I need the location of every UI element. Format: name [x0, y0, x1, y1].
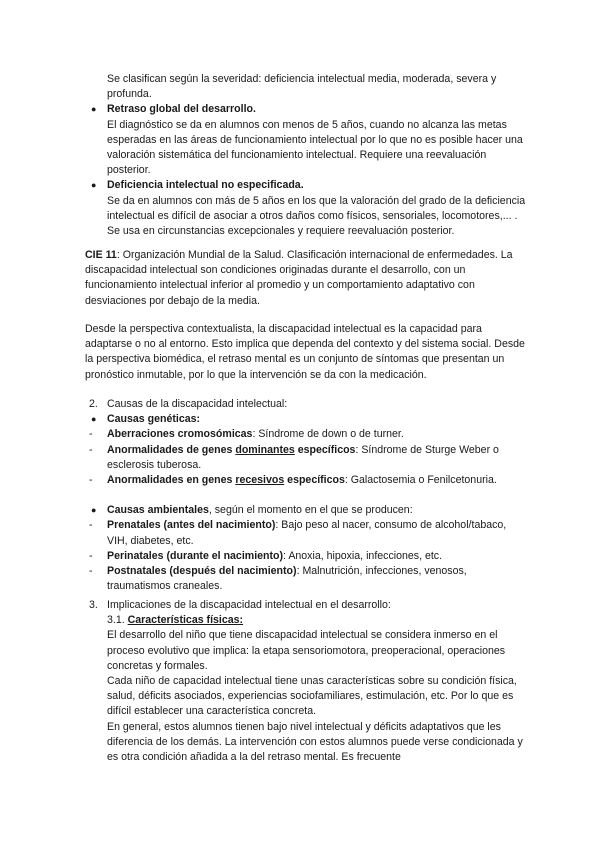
top-section — [89, 72, 529, 239]
bullet-icon: ● — [91, 414, 97, 425]
bullet-title: Retraso global del desarrollo. — [107, 103, 256, 116]
env-item: - Prenatales (antes del nacimiento): Bajo peso al nacer, consumo de alcohol/tabaco, VIH, diabetes, etc. — [89, 519, 507, 547]
cie11-paragraph — [85, 248, 529, 309]
dash-icon: - — [89, 519, 93, 532]
bullet-retraso-global — [89, 102, 529, 178]
dash-icon: - — [89, 443, 93, 456]
bullet-no-especificada — [89, 178, 529, 239]
genetic-item: - Anormalidades de genes dominantes específicos: Síndrome de Sturge Weber o esclerosis tuberosa. — [89, 443, 499, 471]
cie11-label: CIE 11 — [85, 249, 117, 261]
section-2-heading: Causas de la discapacidad intelectual: — [107, 398, 288, 410]
bullet-text: El diagnóstico se da en alumnos con menos de 5 años, cuando no alcanza las metas esperadas en las áreas de funcionamiento intelectual por lo que no es posible hacer una valoración sistemática del funcionamiento intelectual. Requiere una reevaluación posterior. — [107, 118, 523, 177]
perspectives-paragraph — [85, 322, 529, 383]
section-3 — [89, 598, 529, 765]
intro-continuation: Se clasifican según la severidad: deficiencia intelectual media, moderada, severa y profunda. — [107, 73, 497, 101]
section-2-number: 2. — [89, 398, 98, 410]
dash-icon: - — [89, 428, 93, 441]
section-3-number: 3. — [89, 599, 98, 611]
section-3-paragraph: Cada niño de capacidad intelectual tiene unas características sobre su condición física, salud, déficits asociados, experiencias sociofamiliares, estimulación, etc. Por lo que es difícil establecer una característica concreta. — [107, 675, 517, 718]
cie11-text: : Organización Mundial de la Salud. Clasificación internacional de enfermedades. La discapacidad intelectual son condiciones originadas durante el desarrollo, con un funcionamiento intelectual inferior al promedio y un comportamiento adaptativo con desviaciones por debajo de la media. — [85, 249, 513, 307]
section-3-paragraph: En general, estos alumnos tienen bajo nivel intelectual y déficits adaptativos que les diferencia de los demás. La intervención con estos alumnos puede verse condicionada y es otra condición añadida a la del retraso mental. Es frecuente — [107, 720, 523, 764]
dash-icon: - — [89, 549, 93, 562]
dash-icon: - — [89, 565, 93, 578]
bullet-text: Se da en alumnos con más de 5 años en los que la valoración del grado de la deficiencia intelectual es difícil de asociar a otros daños como físicos, sensoriales, locomotores,... . Se usa en circunstancias excepcionales y requiere reevaluación posterior. — [107, 194, 526, 238]
perspectives-text: Desde la perspectiva contextualista, la discapacidad intelectual es la capacidad para adaptarse o no al entorno. Esto implica que dependa del contexto y del sistema social. Desde la perspectiva biomédica, el retraso mental es un conjunto de síntomas que presentan un pronóstico inmutable, por lo que la intervención se da con la medicación. — [85, 323, 525, 381]
env-item: - Perinatales (durante el nacimiento): Anoxia, hipoxia, infecciones, etc. — [89, 549, 529, 564]
section-2: 2. Causas de la discapacidad intelectual: ● Causas genéticas: - Aberraciones cromosómicas: Síndrome de down o de turner. - Anormalidades de genes dominantes específicos: Síndrome de Sturge Weber o esclerosis tuberosa. - Anormalidades en genes recesivos específicos: Galactosemia o Fenilcetonuria. ● Causas ambientales, según el momento en el que se producen: - Prenatales (antes del nacimiento): Bajo peso al nacer, consumo de alcohol/tabaco, VIH, diabetes, etc. - Perinatales (durante el nacimiento): Anoxia, hipoxia, infecciones, etc. - Postnatales (después del nacimiento): Malnutrición, infecciones, venosos, traumatismos craneales. — [89, 397, 529, 594]
env-label: Causas ambientales — [107, 504, 209, 517]
section-3-paragraph: El desarrollo del niño que tiene discapacidad intelectual se considera inmerso en el proceso evolutivo que implica: la etapa sensoriomotora, preoperacional, operaciones concretas y formales. — [107, 629, 506, 672]
bullet-icon: ● — [91, 104, 97, 115]
section-3-heading: Implicaciones de la discapacidad intelectual en el desarrollo: — [107, 599, 391, 611]
bullet-title: Deficiencia intelectual no especificada. — [107, 179, 304, 192]
genetic-item: - Aberraciones cromosómicas: Síndrome de down o de turner. — [89, 427, 529, 442]
subsection-title: Características físicas: — [127, 614, 244, 627]
genetic-item: - Anormalidades en genes recesivos específicos: Galactosemia o Fenilcetonuria. — [89, 473, 529, 488]
bullet-icon: ● — [91, 180, 97, 191]
dash-icon: - — [89, 474, 93, 487]
bullet-icon: ● — [91, 505, 97, 516]
subsection-number: 3.1. — [107, 614, 128, 627]
env-item: - Postnatales (después del nacimiento): Malnutrición, infecciones, venosos, traumatismos craneales. — [89, 565, 467, 593]
genetic-label: Causas genéticas: — [107, 413, 201, 426]
